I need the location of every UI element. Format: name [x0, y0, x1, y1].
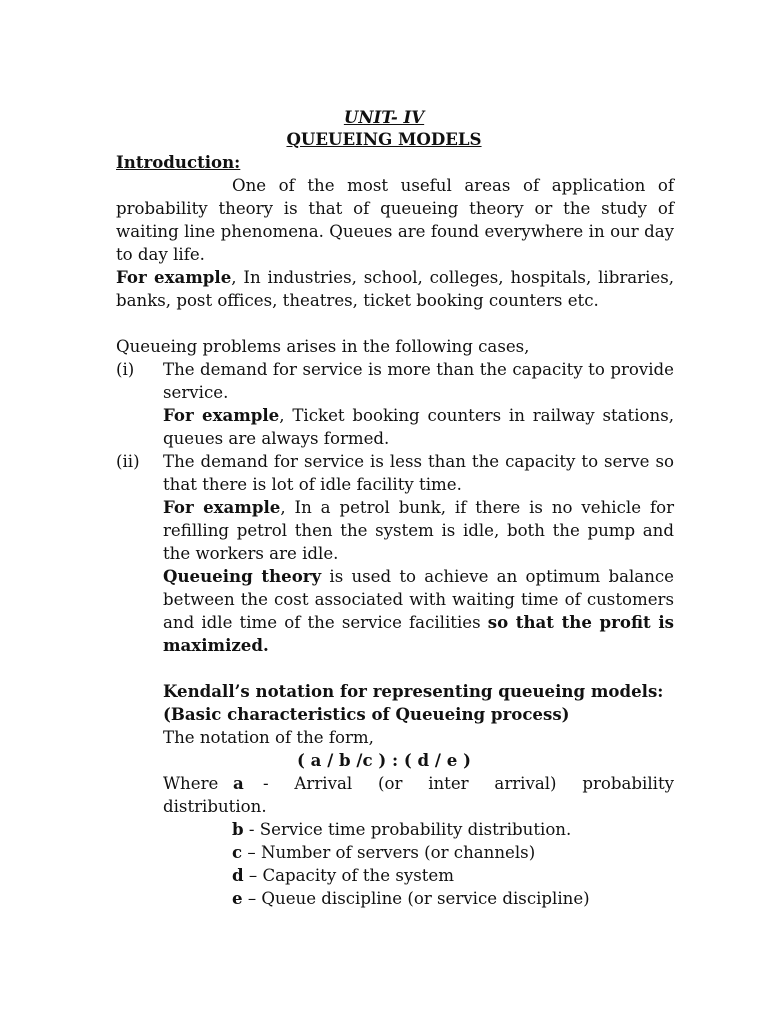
- item-e: e – Queue discipline (or service discipline): [232, 888, 590, 908]
- example-paragraph: For example, In industries, school, colleges, hospitals, libraries, banks, post offices, theatres, ticket booking counters etc.: [116, 267, 674, 310]
- case-1-text: The demand for service is more than the capacity to provide service.: [163, 360, 674, 402]
- case-1-example: For example, Ticket booking counters in railway stations, queues are always formed.: [163, 405, 674, 448]
- intro-paragraph: One of the most useful areas of application of probability theory is that of queueing theory or the study of waiting line phenomena. Queues are found everywhere in our day to day life.: [116, 176, 674, 264]
- item-b: b - Service time probability distribution.: [232, 819, 572, 839]
- notation-items: [232, 818, 692, 910]
- a-definition-line1: - Arrival (or inter arrival) probability: [263, 774, 674, 793]
- item-c: c – Number of servers (or channels): [232, 842, 536, 862]
- case-2-text: The demand for service is less than the capacity to serve so that there is lot of idle facility time.: [163, 452, 674, 494]
- kendall-heading: Kendall’s notation for representing queueing models: (Basic characteristics of Queueing process): [163, 681, 664, 724]
- case-2-example: For example, In a petrol bunk, if there is no vehicle for refilling petrol then the system is idle, both the pump and the workers are idle.: [163, 497, 675, 563]
- notation-intro: The notation of the form,: [163, 728, 374, 747]
- case-2-label: (ii): [116, 452, 140, 471]
- case-2: [0, 450, 768, 657]
- cases-intro: Queueing problems arises in the following cases,: [116, 337, 530, 356]
- where-a-definition: Where a - Arrival (or inter arrival) probability distribution.: [163, 773, 674, 816]
- item-d: d – Capacity of the system: [232, 865, 454, 885]
- unit-label: UNIT- IV: [343, 107, 425, 127]
- case-1: [0, 358, 768, 450]
- case-1-label: (i): [116, 360, 135, 379]
- intro-heading: Introduction:: [116, 152, 241, 172]
- page-title: QUEUEING MODELS: [286, 129, 482, 149]
- a-definition-line2: distribution.: [163, 797, 267, 816]
- queueing-theory-paragraph: Queueing theory is used to achieve an optimum balance between the cost associated with waiting time of customers and idle time of the service facilities so that the profit is maximized.: [163, 566, 674, 655]
- kendall-notation: ( a / b /c ) : ( d / e ): [297, 750, 471, 770]
